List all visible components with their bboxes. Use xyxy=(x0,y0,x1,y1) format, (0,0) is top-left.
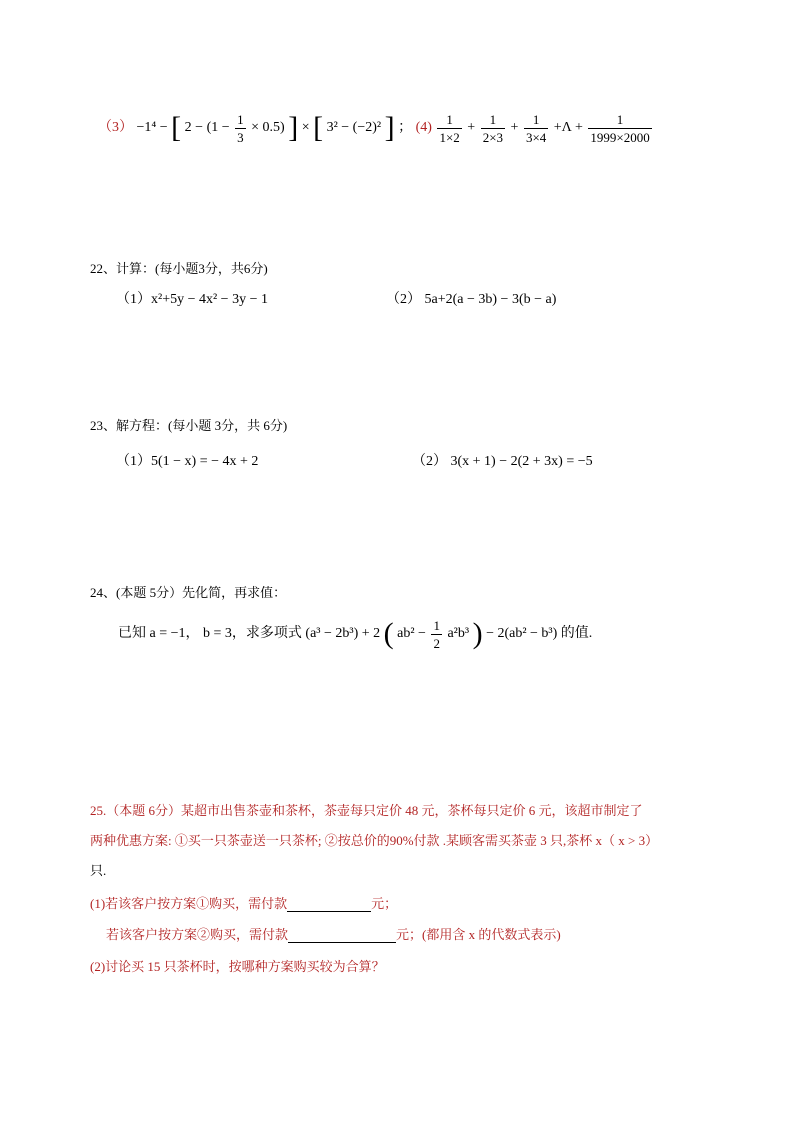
q21-row xyxy=(98,106,654,150)
fraction-denominator: 2×3 xyxy=(482,129,504,145)
q23-part1: （1）5(1 − x) = − 4x + 2 xyxy=(116,454,259,469)
fraction-numerator: 1 xyxy=(588,111,651,129)
q25-line-2: 两种优惠方案: ①买一只茶壶送一只茶杯; ②按总价的90%付款 .某顾客需买茶壶 3 只,茶杯 x（ x > 3） xyxy=(90,833,659,848)
q24-term-3: a²b³ xyxy=(447,626,470,641)
q22-heading: 22、计算：(每小题3分，共6分) xyxy=(90,261,268,276)
q21-separator: ； xyxy=(398,120,413,135)
fraction-numerator: 1 xyxy=(481,111,505,129)
q22-part2: （2） 5a+2(a − 3b) − 3(b − a) xyxy=(386,292,557,307)
q25-subq-1-unit: 元； xyxy=(371,896,398,911)
plus-sign: + xyxy=(510,120,519,135)
left-bracket-icon: [ xyxy=(171,111,182,144)
q21-part3-fraction xyxy=(235,111,246,146)
answer-blank-1[interactable] xyxy=(287,897,371,912)
q21-part3-label: （3） xyxy=(98,120,133,136)
q22-part1: （1）x²+5y − 4x² − 3y − 1 xyxy=(116,292,268,307)
q21-part4-fraction-1 xyxy=(437,111,461,146)
q25-line-3: 只. xyxy=(90,863,107,878)
q21-part3-expr-b: 2 − (1 − xyxy=(184,120,230,135)
q24-term-2: ab² − xyxy=(397,626,426,641)
q23-part2: （2） 3(x + 1) − 2(2 + 3x) = −5 xyxy=(412,454,593,469)
q25-subq-1 xyxy=(90,893,397,912)
left-bracket-icon: [ xyxy=(313,111,324,144)
fraction-denominator: 3 xyxy=(237,129,244,145)
right-bracket-icon: ] xyxy=(288,111,299,144)
fraction-denominator: 1×2 xyxy=(439,129,460,145)
plus-sign: + xyxy=(467,120,476,135)
q24-term-4: − 2(ab² − b³) 的值. xyxy=(486,626,593,641)
left-paren-icon: ( xyxy=(383,617,394,650)
q21-part4-ellipsis: +Λ + xyxy=(553,120,583,135)
fraction-denominator: 1999×2000 xyxy=(590,129,650,145)
q23-heading: 23、解方程：(每小题 3分，共 6分) xyxy=(90,418,288,433)
q25-subq-1b-unit: 元；(都用含 x 的代数式表示) xyxy=(396,927,561,942)
right-paren-icon: ) xyxy=(472,617,483,650)
q24-expression xyxy=(118,614,592,654)
q25-subq-1b xyxy=(106,924,561,943)
q24-heading: 24、(本题 5分）先化简，再求值： xyxy=(90,585,287,600)
q21-part3-expr-d: × xyxy=(301,120,314,135)
q24-term-1: (a³ − 2b³) + 2 xyxy=(305,626,381,641)
q21-part4-label: (4) xyxy=(415,120,432,135)
q21-part3-expr-c: × 0.5) xyxy=(251,120,285,135)
q21-part4-fraction-4 xyxy=(588,111,651,146)
fraction-denominator: 2 xyxy=(433,635,440,651)
q24-fraction xyxy=(431,617,442,652)
q25-line-1: 25.（本题 6分）某超市出售茶壶和茶杯，茶壶每只定价 48 元，茶杯每只定价 6 元，该超市制定了 xyxy=(90,803,643,818)
fraction-numerator: 1 xyxy=(437,111,461,129)
q25-subq-1-text: (1)若该客户按方案①购买，需付款 xyxy=(90,896,288,911)
fraction-numerator: 1 xyxy=(524,111,548,129)
q25-subq-1b-text: 若该客户按方案②购买，需付款 xyxy=(106,927,289,942)
fraction-denominator: 3×4 xyxy=(525,129,547,145)
fraction-numerator: 1 xyxy=(237,111,244,127)
q21-part3-expr-a: −1⁴ − xyxy=(136,120,168,135)
q21-part4-fraction-3 xyxy=(524,111,548,146)
right-bracket-icon: ] xyxy=(384,111,395,144)
q21-part3-expr-e: 3² − (−2)² xyxy=(326,120,382,135)
fraction-numerator: 1 xyxy=(433,617,440,633)
answer-blank-2[interactable] xyxy=(288,928,396,943)
q21-part4-fraction-2 xyxy=(481,111,505,146)
q25-subq-2: (2)讨论买 15 只茶杯时，按哪种方案购买较为合算？ xyxy=(90,959,385,974)
q24-given: 已知 a = −1， b = 3，求多项式 xyxy=(118,626,302,641)
